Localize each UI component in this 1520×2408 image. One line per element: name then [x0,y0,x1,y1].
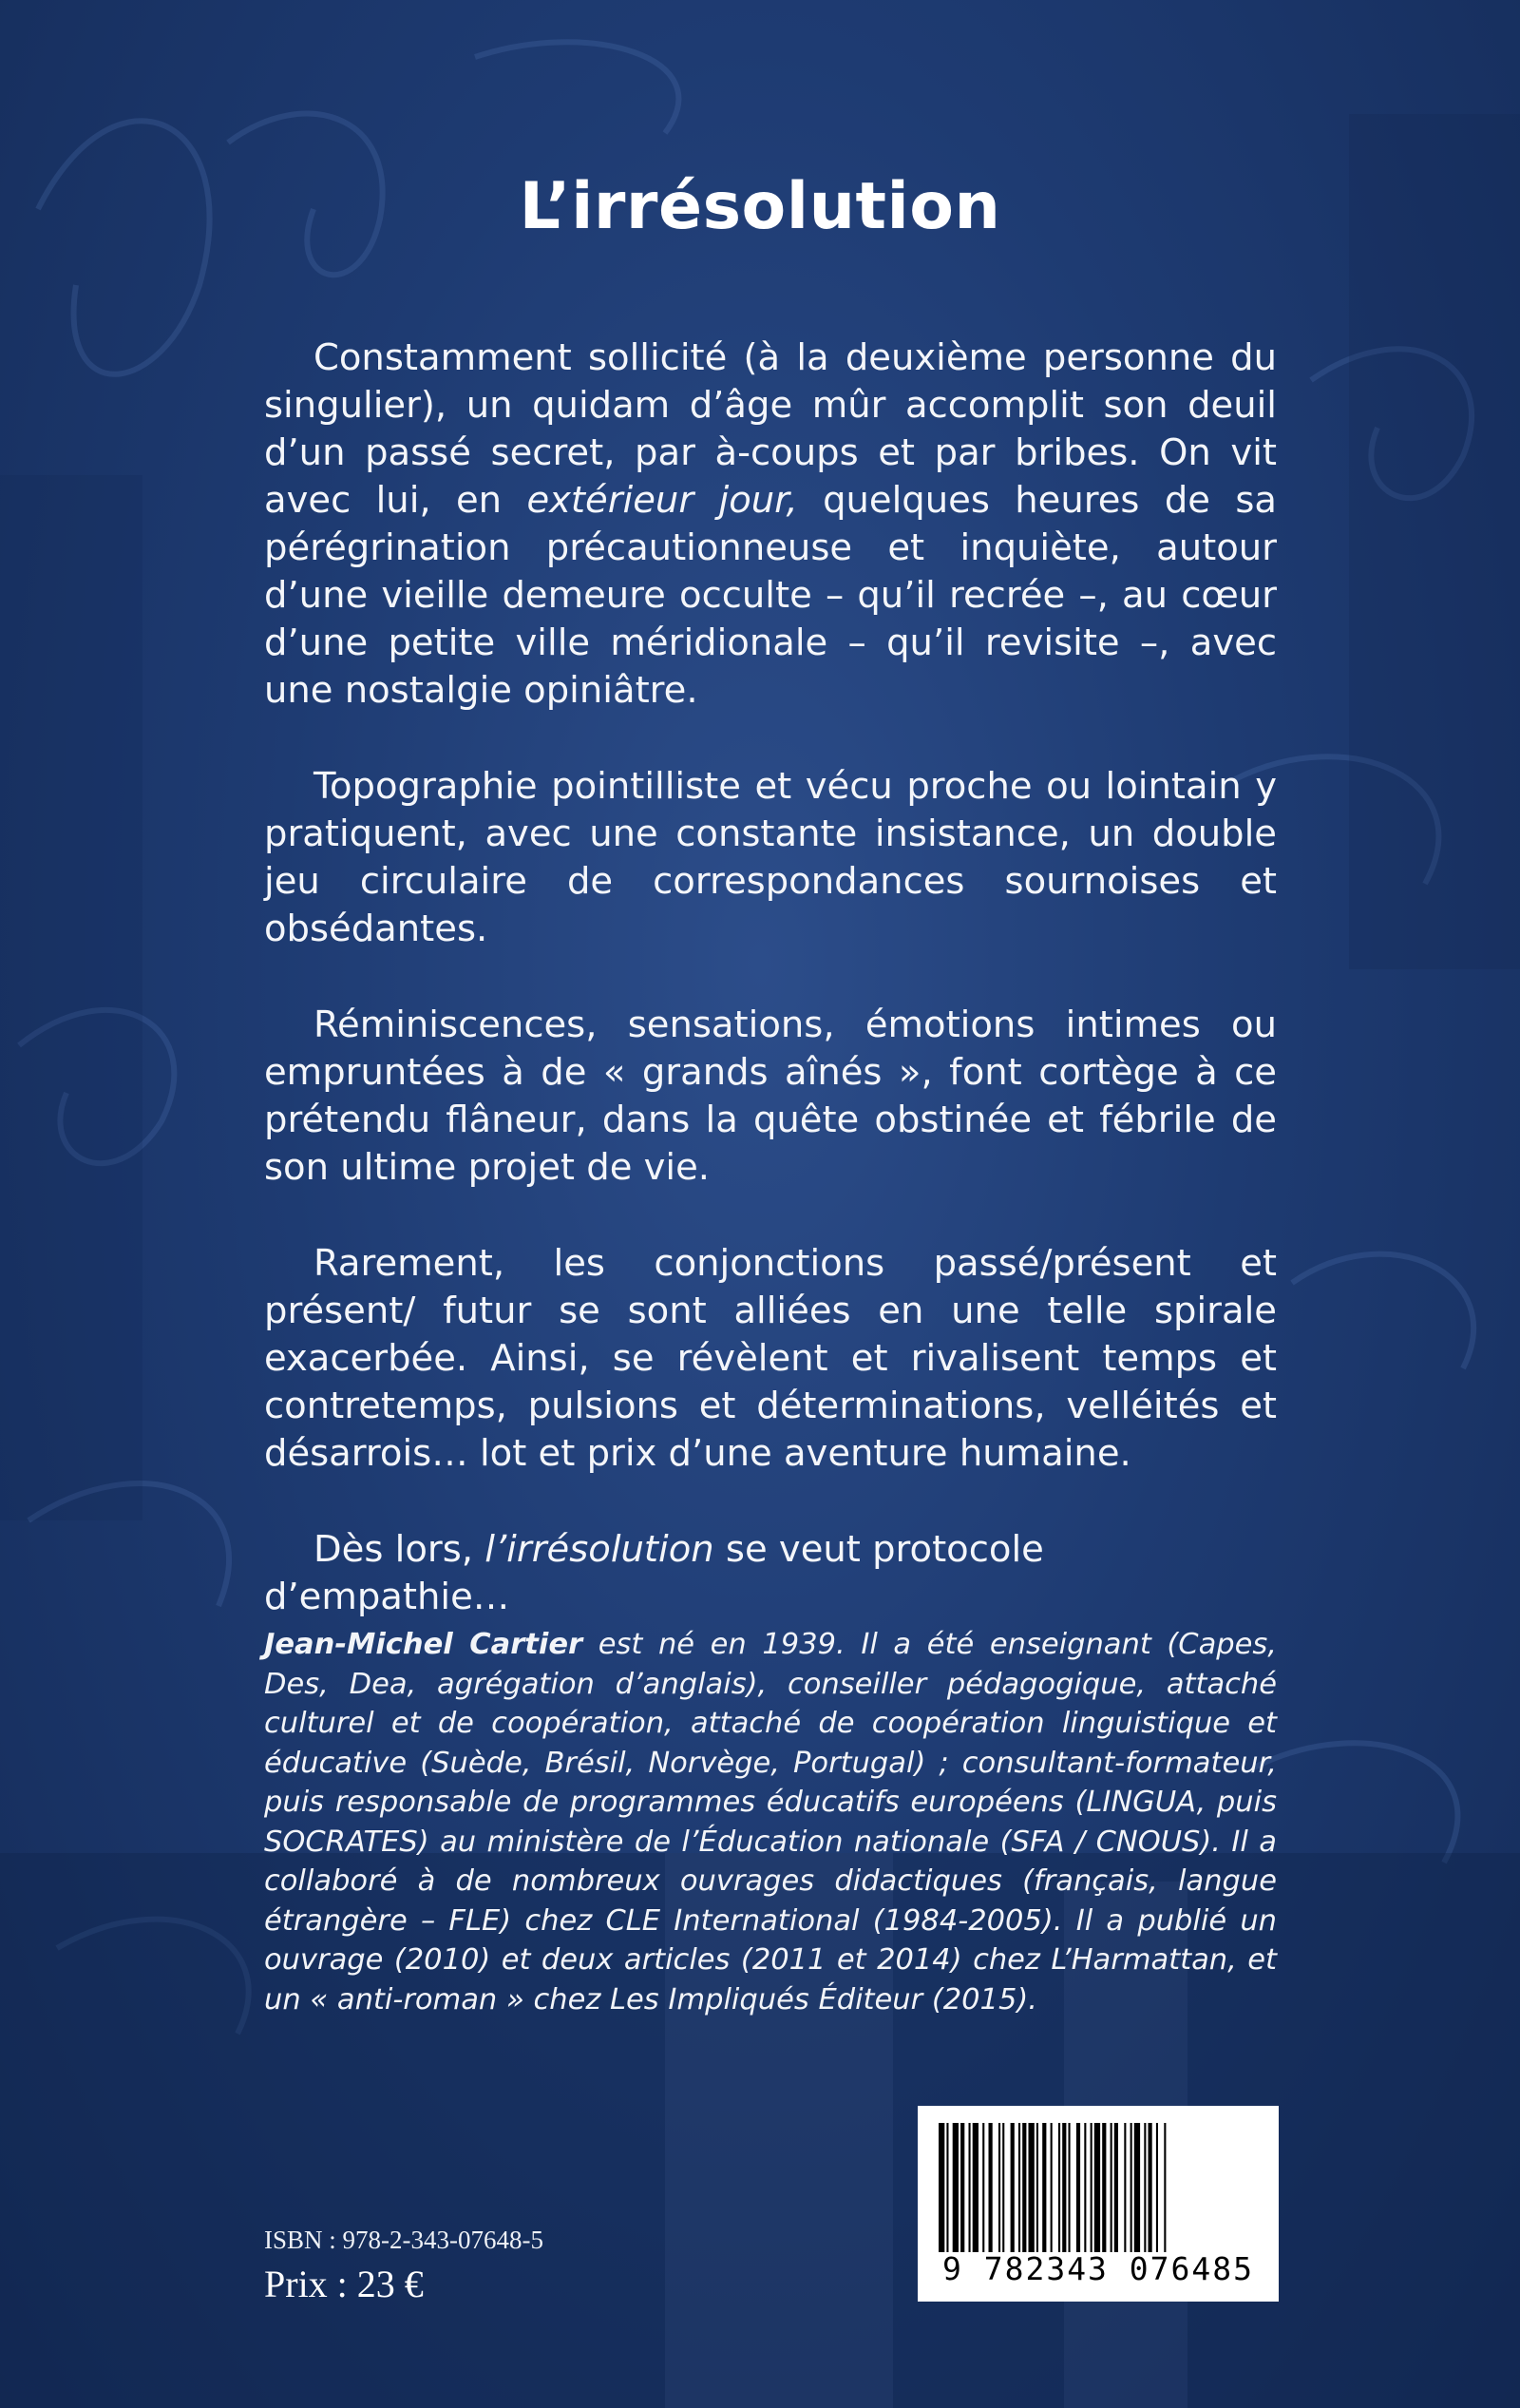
barcode-bar [1042,2123,1046,2252]
barcode-bar [960,2123,964,2252]
barcode [918,2106,1279,2302]
barcode-bar [998,2123,1000,2252]
barcode-bar [1069,2123,1071,2252]
price: Prix : 23 € [264,2263,424,2305]
author-bio [264,1625,1277,2019]
barcode-bar [1029,2123,1035,2252]
book-title: L’irrésolution [519,169,1001,244]
barcode-bar [1102,2123,1106,2252]
barcode-bar [1036,2123,1038,2252]
barcode-bar [1076,2123,1080,2252]
blurb-emphasis: l’irrésolution [484,1528,714,1571]
blurb-paragraph [264,1526,1277,1621]
barcode-bar [1130,2123,1132,2252]
blurb-text: Constamment sollicité (à la deuxième personne du singulier), un quidam d’âge mûr accomplit son deuil d’un passé secret, par à-coups et par bribes. On vit avec lui, en [264,336,1277,522]
blurb-emphasis: extérieur jour, [526,479,798,522]
barcode-bar [1111,2123,1112,2252]
blurb-paragraph [264,334,1277,715]
author-name: Jean-Michel Cartier [264,1628,583,1661]
barcode-bar [1058,2123,1060,2252]
barcode-bar [1144,2123,1146,2252]
author-bio-text: est né en 1939. Il a été enseignant (Capes, Des, Dea, agrégation d’anglais), conseiller pédagogique, attaché culturel et de coopération, attaché de coopération linguistique et éducative (Suède, Brésil, Norvège, Portugal) ; consultant-formateur, puis responsable de programmes éducatifs européens (LINGUA, puis SOCRATES) au ministère de l’Éducation nationale (SFA / CNOUS). Il a collaboré à de nombreux ouvrages didactiques (français, langue étrangère – FLE) chez CLE International (1984-2005). Il a publié un ouvrage (2010) et deux articles (2011 et 2014) chez L’Harmattan, et un « anti-roman » chez Les Impliqués Éditeur (2015). [264,1628,1277,2016]
blurb-paragraph: Topographie pointilliste et vécu proche ou lointain y pratiquent, avec une constante insistance, un double jeu circulaire de correspondances sournoises et obsédantes. [264,765,1277,950]
barcode-bar [939,2123,944,2252]
barcode-bar [1022,2123,1026,2252]
barcode-bar [1149,2123,1152,2252]
barcode-bar [1156,2123,1158,2252]
barcode-bar [1011,2123,1015,2252]
barcode-bar [1002,2123,1004,2252]
barcode-bar [982,2123,984,2252]
barcode-bar [1018,2123,1020,2252]
barcode-bar [1094,2123,1100,2252]
blurb-text: quelques heures de sa pérégrination précautionneuse et inquiète, autour d’une vieille demeure occulte – qu’il recrée –, au cœur d’une petite ville méridionale – qu’il revisite –, avec une nostalgie opiniâtre. [264,479,1277,712]
barcode-bar [1062,2123,1066,2252]
barcode-bar [1051,2123,1053,2252]
blurb [264,334,1277,1670]
barcode-bar [953,2123,959,2252]
barcode-number: 9 782343 076485 [941,2250,1254,2287]
blurb-paragraph: Réminiscences, sensations, émotions intimes ou empruntées à de « grands aînés », font cortège à ce prétendu flâneur, dans la quête obstinée et fébrile de son ultime projet de vie. [264,1003,1277,1189]
barcode-bar [1164,2123,1166,2252]
barcode-bar [989,2123,993,2252]
barcode-bar [1114,2123,1118,2252]
barcode-bar [1124,2123,1126,2252]
barcode-bar [1134,2123,1140,2252]
barcode-bar [946,2123,948,2252]
barcode-bar [1091,2123,1092,2252]
isbn: ISBN : 978-2-343-07648-5 [264,2226,543,2254]
barcode-bar [973,2123,978,2252]
blurb-paragraph: Rarement, les conjonctions passé/présent et présent/ futur se sont alliées en une telle spirale exacerbée. Ainsi, se révèlent et rivalisent temps et contretemps, pulsions et déterminations, velléités et désarrois… lot et prix d’une aventure humaine. [264,1242,1277,1475]
barcode-bar [1084,2123,1086,2252]
barcode-bar [969,2123,971,2252]
blurb-text: Dès lors, [314,1528,485,1571]
blurb-text: se veut protocole d’empathie… [264,1528,1044,1618]
